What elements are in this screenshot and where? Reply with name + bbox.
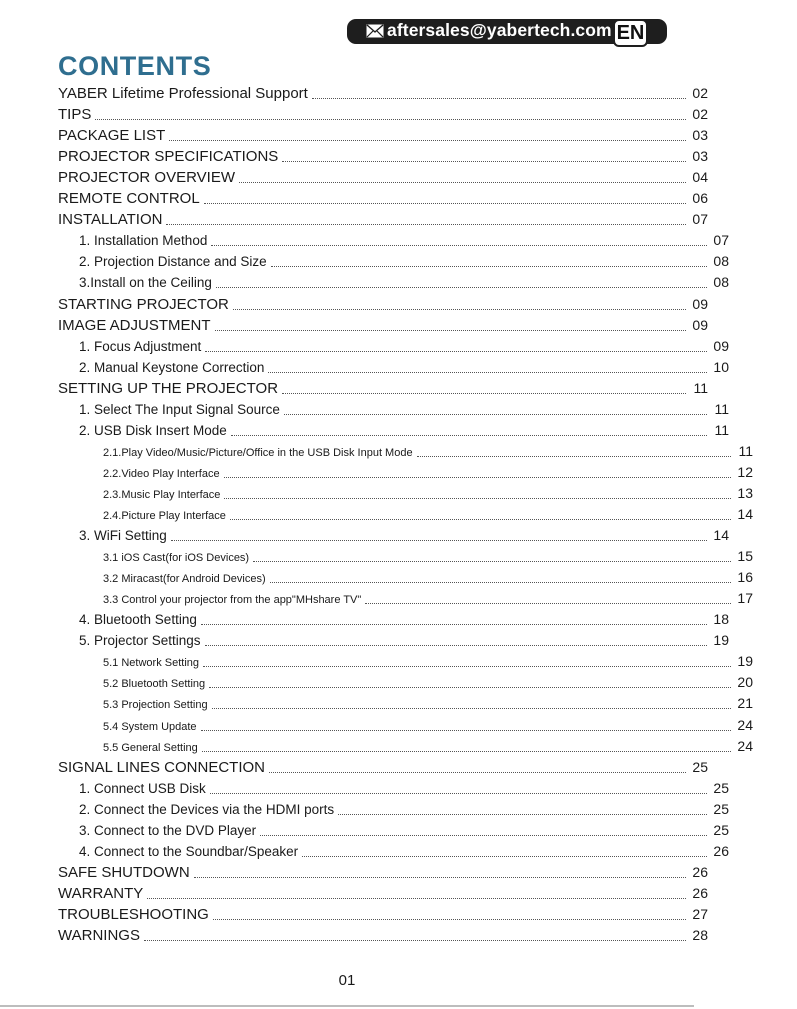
toc-entry-label: 1. Focus Adjustment <box>79 338 202 354</box>
toc-entry-label: 1. Connect USB Disk <box>79 780 206 796</box>
toc-entry-page: 16 <box>737 569 753 586</box>
dot-leader <box>213 919 686 920</box>
dot-leader <box>215 330 686 331</box>
dot-leader <box>312 98 686 99</box>
dot-leader <box>253 561 731 562</box>
toc-entry-page: 11 <box>693 379 708 396</box>
envelope-icon <box>366 24 384 38</box>
dot-leader <box>95 119 686 120</box>
dot-leader <box>302 856 707 857</box>
toc-entry[interactable] <box>0 569 797 589</box>
toc-entry-page: 14 <box>737 506 753 522</box>
toc-entry-label: STARTING PROJECTOR <box>58 295 229 313</box>
toc-entry[interactable] <box>0 822 773 842</box>
toc-entry-label: 2. USB Disk Insert Mode <box>79 422 227 438</box>
page-number: 01 <box>338 972 356 989</box>
toc-entry-label: 2. Connect the Devices via the HDMI ports <box>79 801 335 817</box>
dot-leader <box>230 519 731 520</box>
toc-entry-page: 09 <box>713 337 729 354</box>
toc-entry-page: 10 <box>713 358 729 375</box>
dot-leader <box>260 835 707 836</box>
toc-entry[interactable] <box>0 274 773 294</box>
toc-entry[interactable] <box>0 590 797 610</box>
toc-entry[interactable] <box>0 801 773 821</box>
toc-entry-page: 11 <box>714 400 729 417</box>
toc-entry-label: 5.3 Projection Setting <box>103 699 208 712</box>
toc-entry[interactable] <box>0 695 797 715</box>
dot-leader <box>282 393 686 394</box>
toc-entry-page: 07 <box>713 232 729 249</box>
toc-entry[interactable] <box>0 148 752 168</box>
toc-entry[interactable] <box>0 317 752 337</box>
dot-leader <box>210 793 707 794</box>
dot-leader <box>231 435 707 436</box>
toc-entry-page: 25 <box>713 779 729 796</box>
toc-entry[interactable] <box>0 169 752 189</box>
toc-entry-page: 26 <box>692 863 708 880</box>
dot-leader <box>224 477 731 478</box>
toc-entry-label: 1. Installation Method <box>79 233 208 249</box>
toc-entry-label: YABER Lifetime Professional Support <box>58 85 308 102</box>
toc-entry[interactable] <box>0 527 773 547</box>
toc-entry-label: 2. Projection Distance and Size <box>79 254 267 270</box>
dot-leader <box>169 140 686 141</box>
toc-entry[interactable] <box>0 653 797 673</box>
toc-entry-page: 07 <box>692 211 708 228</box>
dot-leader <box>211 245 707 246</box>
toc-entry-page: 09 <box>692 316 708 333</box>
toc-entry-label: 2.1.Play Video/Music/Picture/Office in the USB Disk Input Mode <box>103 446 413 459</box>
toc-entry-page: 11 <box>714 421 729 438</box>
toc-entry[interactable] <box>0 632 773 652</box>
dot-leader <box>201 624 707 625</box>
toc-entry-label: 3.1 iOS Cast(for iOS Devices) <box>103 552 250 565</box>
toc-entry-label: SETTING UP THE PROJECTOR <box>58 379 279 397</box>
dot-leader <box>212 708 731 709</box>
toc-entry[interactable] <box>0 717 797 737</box>
toc-entry-page: 21 <box>737 695 753 712</box>
toc-entry[interactable] <box>0 906 752 926</box>
toc-entry-page: 02 <box>692 106 708 123</box>
toc-entry-label: 2.3.Music Play Interface <box>103 488 221 501</box>
dot-leader <box>216 287 707 288</box>
toc-entry-label: PACKAGE LIST <box>58 127 166 145</box>
toc-entry-label: REMOTE CONTROL <box>58 190 200 208</box>
toc-entry-page: 26 <box>692 884 708 901</box>
dot-leader <box>268 372 707 373</box>
toc-entry-label: IMAGE ADJUSTMENT <box>58 316 211 334</box>
toc-entry-page: 19 <box>713 632 729 649</box>
toc-entry[interactable] <box>0 127 752 147</box>
toc-entry-page: 17 <box>737 590 753 607</box>
toc-entry-label: 4. Bluetooth Setting <box>79 612 197 628</box>
toc-entry-page: 24 <box>737 716 753 733</box>
support-email[interactable]: aftersales@yabertech.com <box>387 20 612 40</box>
toc-entry[interactable] <box>0 611 773 631</box>
toc-entry-page: 03 <box>692 148 708 165</box>
toc-entry[interactable] <box>0 359 773 379</box>
toc-entry-page: 11 <box>738 442 753 459</box>
toc-entry-label: 5. Projector Settings <box>79 633 201 649</box>
toc-entry[interactable] <box>0 674 797 694</box>
toc-entry-label: SAFE SHUTDOWN <box>58 863 190 881</box>
toc-entry-label: 3.Install on the Ceiling <box>79 275 212 291</box>
toc-entry[interactable] <box>0 864 752 884</box>
toc-entry-label: WARNINGS <box>58 927 140 944</box>
toc-entry-page: 08 <box>713 274 729 291</box>
toc-entry-page: 25 <box>692 758 708 775</box>
dot-leader <box>365 603 731 604</box>
toc-entry-page: 26 <box>713 842 729 859</box>
dot-leader <box>233 309 686 310</box>
toc-entry-page: 25 <box>713 800 729 817</box>
toc-entry-page: 06 <box>692 190 708 207</box>
toc-entry[interactable] <box>0 927 752 947</box>
toc-entry-page: 25 <box>713 821 729 838</box>
toc-entry-label: 3. Connect to the DVD Player <box>79 822 257 838</box>
dot-leader <box>270 582 731 583</box>
toc-entry-label: PROJECTOR SPECIFICATIONS <box>58 148 279 166</box>
toc-entry-label: 3.2 Miracast(for Android Devices) <box>103 573 266 586</box>
dot-leader <box>147 898 686 899</box>
toc-entry-label: INSTALLATION <box>58 211 163 229</box>
toc-entry-label: TROUBLESHOOTING <box>58 905 209 923</box>
toc-entry-page: 15 <box>737 548 753 565</box>
toc-entry[interactable] <box>0 548 797 568</box>
toc-entry-label: 2.4.Picture Play Interface <box>103 510 226 522</box>
toc-entry-label: SIGNAL LINES CONNECTION <box>58 758 265 776</box>
toc-entry-label: 5.1 Network Setting <box>103 657 199 670</box>
toc-entry[interactable] <box>0 338 773 358</box>
toc-entry-label: 2.2.Video Play Interface <box>103 467 220 480</box>
toc-entry[interactable] <box>0 464 797 484</box>
toc-entry-page: 08 <box>713 253 729 270</box>
toc-entry[interactable] <box>0 401 773 421</box>
dot-leader <box>205 645 707 646</box>
toc-entry-label: PROJECTOR OVERVIEW <box>58 169 235 187</box>
dot-leader <box>284 414 707 415</box>
dot-leader <box>166 224 686 225</box>
dot-leader <box>224 498 731 499</box>
toc-entry-page: 02 <box>692 85 708 101</box>
toc-entry-page: 18 <box>713 611 729 628</box>
toc-entry-label: 5.2 Bluetooth Setting <box>103 678 206 691</box>
dot-leader <box>201 730 731 731</box>
toc-entry[interactable] <box>0 738 797 758</box>
toc-entry-label: 4. Connect to the Soundbar/Speaker <box>79 843 299 859</box>
toc-entry[interactable] <box>0 885 752 905</box>
toc-entry-page: 13 <box>737 484 753 501</box>
dot-leader <box>209 687 731 688</box>
dot-leader <box>203 666 731 667</box>
toc-entry[interactable] <box>0 443 797 463</box>
toc-entry[interactable] <box>0 485 797 505</box>
dot-leader <box>239 182 686 183</box>
toc-entry[interactable] <box>0 296 752 316</box>
toc-entry[interactable] <box>0 422 773 442</box>
dot-leader <box>417 456 731 457</box>
language-badge: EN <box>613 19 648 47</box>
dot-leader <box>171 540 707 541</box>
toc-entry-page: 24 <box>737 737 753 754</box>
dot-leader <box>205 351 707 352</box>
toc-entry-label: 5.4 System Update <box>103 720 197 733</box>
toc-entry-label: 1. Select The Input Signal Source <box>79 401 280 417</box>
toc-entry-page: 03 <box>692 127 708 144</box>
toc-entry-label: TIPS <box>58 106 92 124</box>
toc-entry-page: 04 <box>692 169 708 186</box>
toc-entry-label: 3. WiFi Setting <box>79 528 167 544</box>
toc-entry-label: 3.3 Control your projector from the app"MHshare TV" <box>103 594 362 607</box>
toc-entry-label: WARRANTY <box>58 884 144 902</box>
toc-entry-label: 5.5 General Setting <box>103 741 198 754</box>
toc-entry[interactable] <box>0 85 752 105</box>
dot-leader <box>194 877 686 878</box>
dot-leader <box>338 814 707 815</box>
dot-leader <box>269 772 686 773</box>
toc-entry[interactable] <box>0 843 773 863</box>
toc-entry-page: 19 <box>737 653 753 670</box>
toc-entry-page: 14 <box>713 527 729 544</box>
bottom-divider <box>0 1005 694 1007</box>
dot-leader <box>202 751 731 752</box>
dot-leader <box>271 266 707 267</box>
toc-entry-page: 09 <box>692 295 708 312</box>
toc-entry[interactable] <box>0 759 752 779</box>
toc-entry-page: 12 <box>737 463 753 480</box>
toc-entry-page: 20 <box>737 674 753 691</box>
toc-entry[interactable] <box>0 506 797 526</box>
toc-entry-label: 2. Manual Keystone Correction <box>79 359 265 375</box>
toc-entry[interactable] <box>0 190 752 210</box>
toc-entry[interactable] <box>0 232 773 252</box>
toc-entry[interactable] <box>0 780 773 800</box>
dot-leader <box>144 940 686 941</box>
toc-entry[interactable] <box>0 380 752 400</box>
page-title: CONTENTS <box>58 51 212 81</box>
dot-leader <box>204 203 686 204</box>
dot-leader <box>282 161 686 162</box>
toc-entry-page: 27 <box>692 905 708 922</box>
toc-entry[interactable] <box>0 253 773 273</box>
toc-entry[interactable] <box>0 211 752 231</box>
toc-entry-page: 28 <box>692 927 708 943</box>
toc-entry[interactable] <box>0 106 752 126</box>
